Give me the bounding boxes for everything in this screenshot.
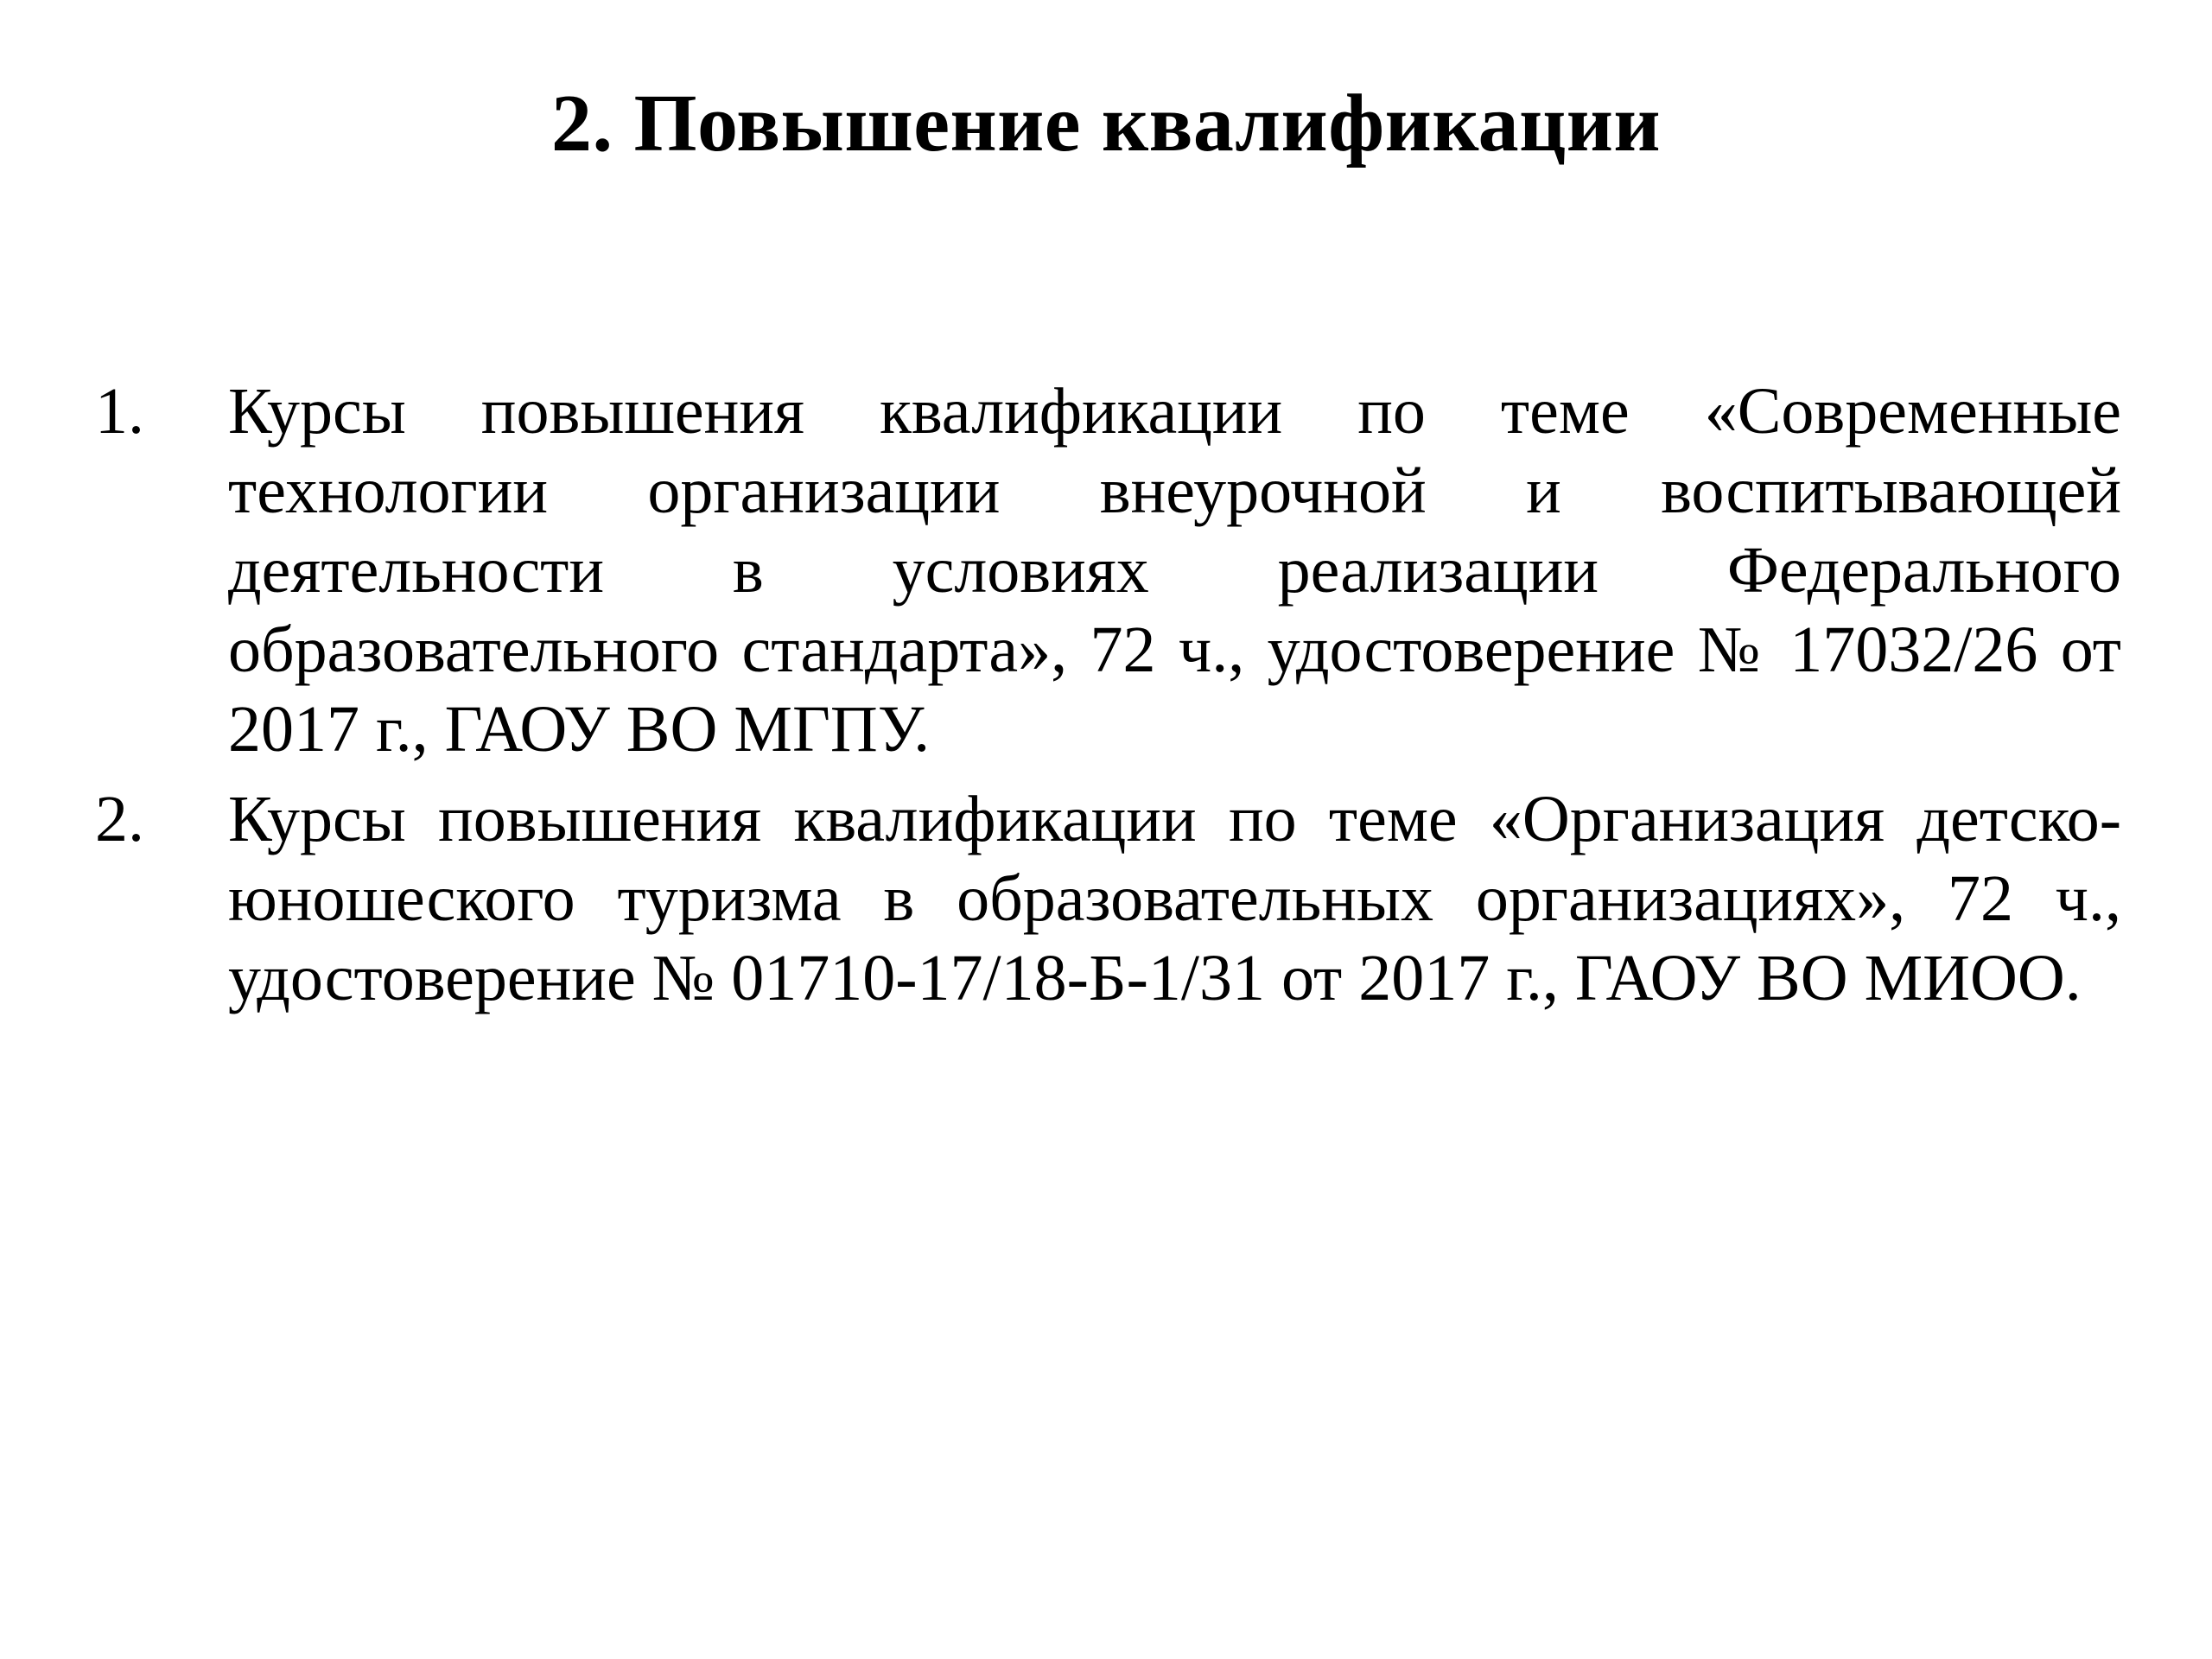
course-description: Курсы повышения квалификации по теме «Современные технологии организации внеурочной и воспитывающей деятельности в условиях реализации Федерального образовательного стандарта», 72 ч., удостоверение № 17032/26 от 2017 г., ГАОУ ВО МГПУ. <box>228 375 2121 766</box>
course-item-1 <box>95 372 2121 769</box>
qualification-course-list <box>95 372 2121 1028</box>
course-item-2 <box>95 779 2121 1018</box>
course-description: Курсы повышения квалификации по теме «Организация детско-юношеского туризма в образовательных организациях», 72 ч., удостоверение № 01710-17/18-Б-1/31 от 2017 г., ГАОУ ВО МИОО. <box>228 783 2121 1014</box>
course-number: 2. <box>95 783 144 855</box>
course-number: 1. <box>95 375 144 448</box>
slide-title: 2. Повышение квалификации <box>550 79 1662 168</box>
